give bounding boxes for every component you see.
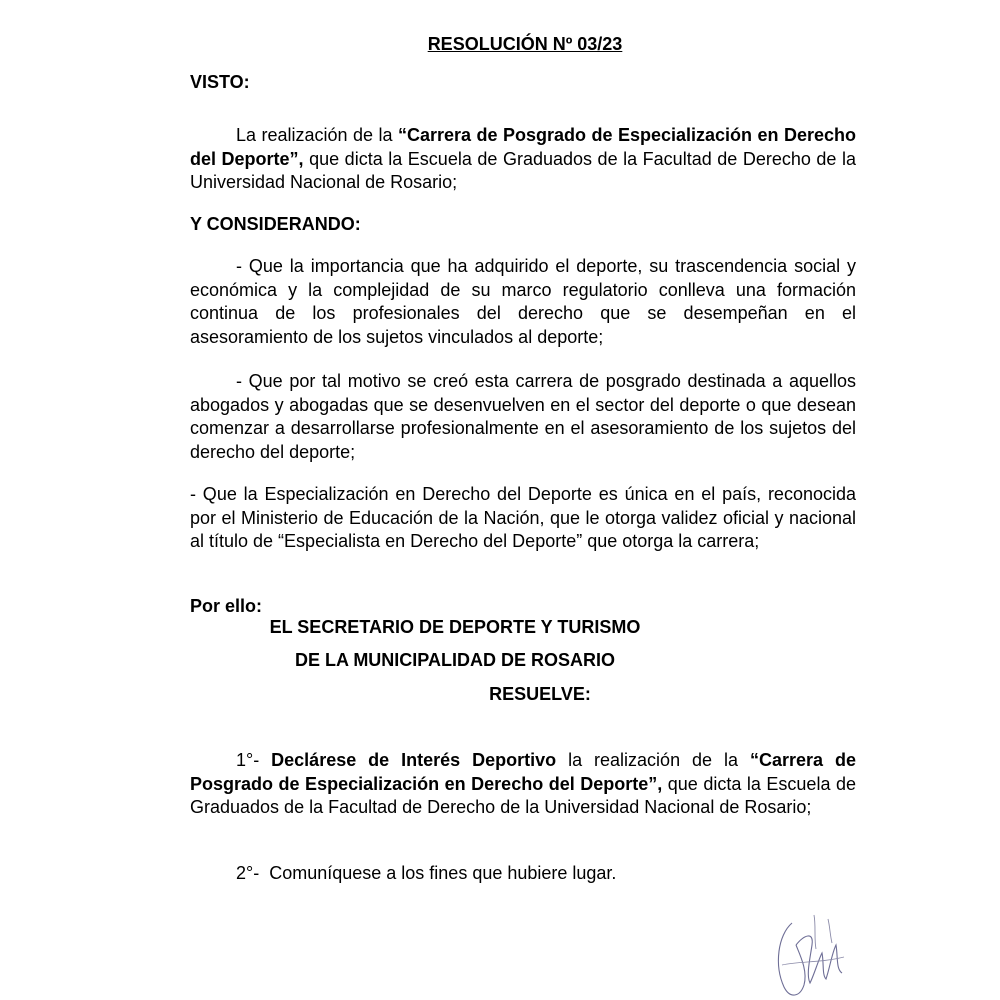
article-1-bold-2: “Carrera de Posgrado de Especialización en Derecho del Deporte”,	[190, 750, 856, 794]
visto-text-bold: “Carrera de Posgrado de Especialización en Derecho del Deporte”,	[190, 125, 856, 169]
article-1-bold-1: Declárese de Interés Deportivo	[271, 750, 557, 770]
visto-heading: VISTO:	[190, 72, 250, 92]
resuelve-heading: RESUELVE:	[489, 684, 591, 704]
article-1-post: que dicta la Escuela de Graduados de la Facultad de Derecho de la Universidad Nacional de Rosario;	[190, 773, 856, 817]
considerando-paragraph-1: - Que la importancia que ha adquirido el deporte, su trascendencia social y económica y la complejidad de su marco regulatorio conlleva una formación continua de los profesionales del derecho que se desempeñan en el asesoramiento de los sujetos vinculados al deporte;	[190, 256, 856, 347]
visto-paragraph	[190, 124, 856, 195]
handwritten-signature	[770, 905, 850, 1000]
article-1-number: 1°-	[236, 750, 272, 770]
visto-text-post: que dicta la Escuela de Graduados de la Facultad de Derecho de la Universidad Nacional de Rosario;	[190, 148, 856, 192]
article-2: 2°- Comuníquese a los fines que hubiere lugar.	[236, 863, 617, 883]
authority-line-2: DE LA MUNICIPALIDAD DE ROSARIO	[294, 650, 615, 670]
visto-text-pre: La realización de la	[236, 125, 398, 145]
considerando-heading: Y CONSIDERANDO:	[190, 214, 361, 234]
considerando-paragraph-2: - Que por tal motivo se creó esta carrera de posgrado destinada a aquellos abogados y abogadas que se desenvuelven en el sector del deporte o que desean comenzar a desarrollarse profesionalmente en el asesoramiento de los sujetos del derecho del deporte;	[190, 371, 856, 462]
document-title: RESOLUCIÓN Nº 03/23	[427, 34, 623, 54]
authority-line-1: EL SECRETARIO DE DEPORTE Y TURISMO	[269, 617, 641, 637]
considerando-paragraph-3: - Que la Especialización en Derecho del Deporte es única en el país, reconocida por el Ministerio de Educación de la Nación, que le otorga validez oficial y nacional al título de “Especialista en Derecho del Deporte” que otorga la carrera;	[190, 484, 856, 551]
article-1-mid: la realización de la	[556, 750, 750, 770]
por-ello-heading: Por ello:	[190, 596, 263, 616]
article-1	[190, 749, 856, 820]
